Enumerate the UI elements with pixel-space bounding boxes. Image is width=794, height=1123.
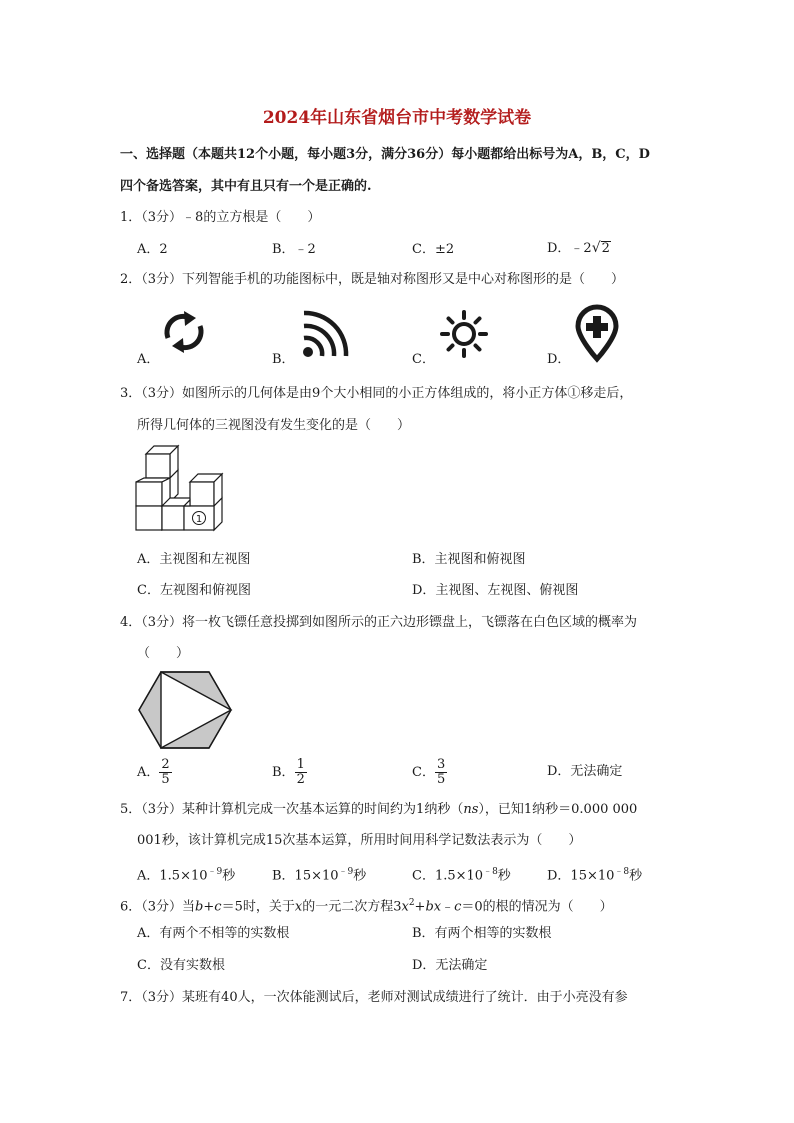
q1-stem: 1．（3分）﹣8的立方根是（ ） [120,210,321,225]
q5-b-base: B．15×10 [272,868,339,884]
q6-var-c2: c [454,899,462,915]
q4-option-b-prefix: B． [272,765,295,780]
sun-brightness-icon [440,310,488,358]
radical-sign-icon: √ [591,240,601,256]
q5-d-exponent: ﹣8 [614,867,630,877]
q2-option-d: D． [547,352,571,367]
q4-option-c [412,758,447,788]
q1-option-c: C．±2 [412,242,455,257]
q2-option-b: B． [272,352,295,367]
q5-option-c [412,864,511,884]
q6-var-b: b [195,899,204,915]
q4-option-c-prefix: C． [412,765,435,780]
q3-stem-line2: 所得几何体的三视图没有发生变化的是（ ） [137,418,411,433]
q5-d-base: D．15×10 [547,868,615,884]
q5-c-exponent: ﹣8 [483,867,498,877]
q6-text-6: ﹣ [441,899,455,915]
q4-option-a [137,758,172,788]
q5-a-base: A．1.5×10 [137,868,208,884]
section-instructions-line1: 一、选择题（本题共12个小题，每小题3分，满分36分）每小题都给出标号为A，B，C，D [120,147,650,162]
q5-stem-pre: 5．（3分）某种计算机完成一次基本运算的时间约为1纳秒（ [120,802,464,817]
q6-option-c: C．没有实数根 [137,958,225,973]
q4-stem-line1: 4．（3分）将一枚飞镖任意投掷到如图所示的正六边形镖盘上，飞镖落在白色区域的概率为 [120,615,638,630]
q6-exponent: 2 [408,898,415,908]
q3-option-c: C．左视图和俯视图 [137,583,251,598]
q6-text-4: 的一元二次方程3 [302,899,402,915]
q5-stem-line2: 001秒，该计算机完成15次基本运算，所用时间用科学记数法表示为（ ） [137,833,582,848]
hexagon-dartboard-figure [137,670,233,750]
q4-option-c-fraction [435,758,447,787]
q1-option-a: A．2 [137,242,168,257]
q5-d-unit: 秒 [629,868,643,884]
q5-b-exponent: ﹣9 [338,867,354,877]
q1-option-d-radicand: 2 [601,241,610,256]
q4-a-numerator: 2 [161,757,170,772]
q4-c-numerator: 3 [436,757,446,772]
q5-c-base: C．1.5×10 [412,868,484,884]
q5-a-exponent: ﹣9 [207,867,223,877]
refresh-arrows-icon [158,308,210,356]
q4-b-denominator: 2 [296,772,305,787]
q4-option-a-prefix: A． [137,765,160,780]
q6-text-2: + [203,899,215,915]
q5-option-d [547,864,642,884]
exam-title: 2024年山东省烟台市中考数学试卷 [262,108,532,128]
q5-c-unit: 秒 [497,868,511,884]
cube-stack-figure [136,446,240,534]
q3-option-a: A．主视图和左视图 [137,552,251,567]
q4-option-a-fraction [159,758,171,787]
q2-stem: 2．（3分）下列智能手机的功能图标中，既是轴对称图形又是中心对称图形的是（ ） [120,272,625,287]
q3-option-d: D．主视图、左视图、俯视图 [412,583,579,598]
q6-text-7: ＝0的根的情况为（ ） [461,899,613,915]
q2-option-c: C． [412,352,435,367]
q6-var-c: c [214,899,222,915]
q5-unit-ns: ns [463,802,479,817]
q6-text-1: 6．（3分）当 [120,899,196,915]
q6-var-x: x [294,899,303,915]
q4-option-b [272,758,307,788]
q6-var-bx: bx [425,899,442,915]
q5-option-a [137,864,235,884]
section-instructions-line2: 四个备选答案，其中有且只有一个是正确的. [120,179,372,194]
wifi-signal-icon [300,308,348,360]
q4-a-denominator: 5 [161,772,170,787]
q4-option-d: D．无法确定 [547,764,623,779]
q3-option-b: B．主视图和俯视图 [412,552,526,567]
q6-stem [120,895,613,915]
q6-text-5: + [414,899,426,915]
q5-stem-post: ），已知1纳秒＝0.000 000 [478,802,638,817]
location-pin-plus-icon [574,306,620,362]
q5-stem-line1 [120,802,637,818]
q4-b-numerator: 1 [296,757,305,772]
q5-b-unit: 秒 [353,868,367,884]
q5-a-unit: 秒 [222,868,236,884]
q6-option-a: A．有两个不相等的实数根 [137,926,290,941]
q1-option-d [547,240,611,257]
q3-stem-line1: 3．（3分）如图所示的几何体是由9个大小相同的小正方体组成的，将小正方体①移走后， [120,386,633,401]
q1-option-d-prefix: D．﹣2 [547,241,592,256]
q5-option-b [272,864,366,884]
cube-label: 1 [195,514,203,525]
q6-text-3: ＝5时，关于 [221,899,295,915]
q7-stem: 7．（3分）某班有40人，一次体能测试后，老师对测试成绩进行了统计．由于小亮没有参 [120,990,628,1005]
q2-option-a: A． [137,352,160,367]
q6-option-d: D．无法确定 [412,958,488,973]
q6-option-b: B．有两个相等的实数根 [412,926,552,941]
q4-c-denominator: 5 [436,772,446,787]
q4-stem-line2: （ ） [137,646,190,661]
q6-var-x2: x [401,899,409,915]
q4-option-b-fraction [295,758,307,787]
q1-option-b: B．﹣2 [272,242,316,257]
